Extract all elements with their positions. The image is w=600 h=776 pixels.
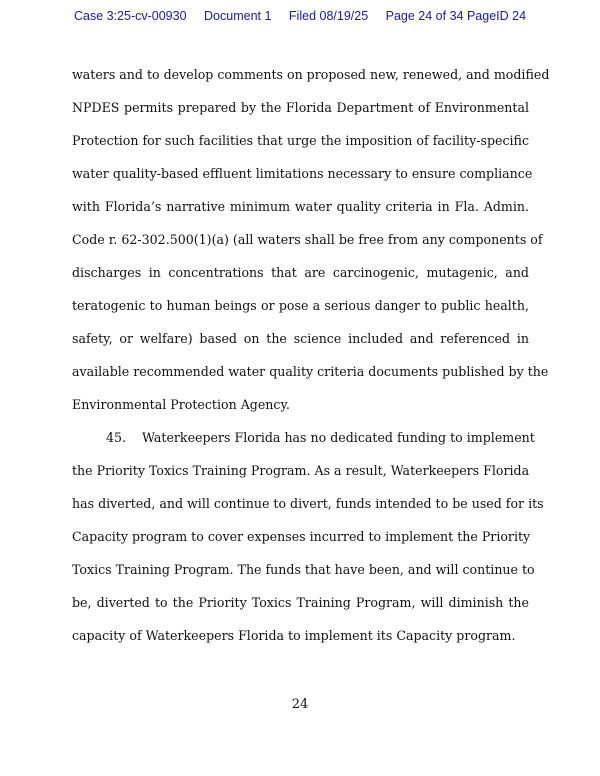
text-line: capacity of Waterkeepers Florida to implement its Capacity program. bbox=[72, 628, 516, 643]
text-line: Protection for such facilities that urge the imposition of facility-specific bbox=[72, 133, 529, 148]
filed-date: Filed 08/19/25 bbox=[288, 9, 369, 23]
text-line: with Florida’s narrative minimum water quality criteria in Fla. Admin. bbox=[72, 199, 529, 214]
text-line: Environmental Protection Agency. bbox=[72, 397, 290, 412]
text-line: Code r. 62-302.500(1)(a) (all waters shall be free from any components of bbox=[72, 232, 543, 247]
paragraph-continued bbox=[72, 58, 550, 421]
case-header bbox=[0, 9, 600, 23]
case-number: Case 3:25-cv-00930 bbox=[73, 9, 187, 23]
text-line: the Priority Toxics Training Program. As a result, Waterkeepers Florida bbox=[72, 463, 530, 478]
page-number: 24 bbox=[291, 697, 309, 712]
text-line: 45. Waterkeepers Florida has no dedicated funding to implement bbox=[106, 430, 535, 445]
text-line: water quality-based effluent limitations necessary to ensure compliance bbox=[72, 166, 533, 181]
text-line: available recommended water quality criteria documents published by the bbox=[72, 364, 549, 379]
page-info: Page 24 of 34 PageID 24 bbox=[385, 9, 527, 23]
text-line: teratogenic to human beings or pose a serious danger to public health, bbox=[72, 298, 529, 313]
text-line: be, diverted to the Priority Toxics Training Program, will diminish the bbox=[72, 595, 529, 610]
text-line: NPDES permits prepared by the Florida Department of Environmental bbox=[72, 100, 529, 115]
text-line: waters and to develop comments on proposed new, renewed, and modified bbox=[72, 67, 550, 82]
text-line: Toxics Training Program. The funds that have been, and will continue to bbox=[72, 562, 535, 577]
text-line: discharges in concentrations that are carcinogenic, mutagenic, and bbox=[72, 265, 529, 280]
text-line: Capacity program to cover expenses incurred to implement the Priority bbox=[72, 529, 531, 544]
text-line: has diverted, and will continue to divert, funds intended to be used for its bbox=[72, 496, 544, 511]
text-line: safety, or welfare) based on the science included and referenced in bbox=[72, 331, 529, 346]
paragraph-45 bbox=[72, 421, 544, 652]
document-number: Document 1 bbox=[204, 9, 272, 23]
